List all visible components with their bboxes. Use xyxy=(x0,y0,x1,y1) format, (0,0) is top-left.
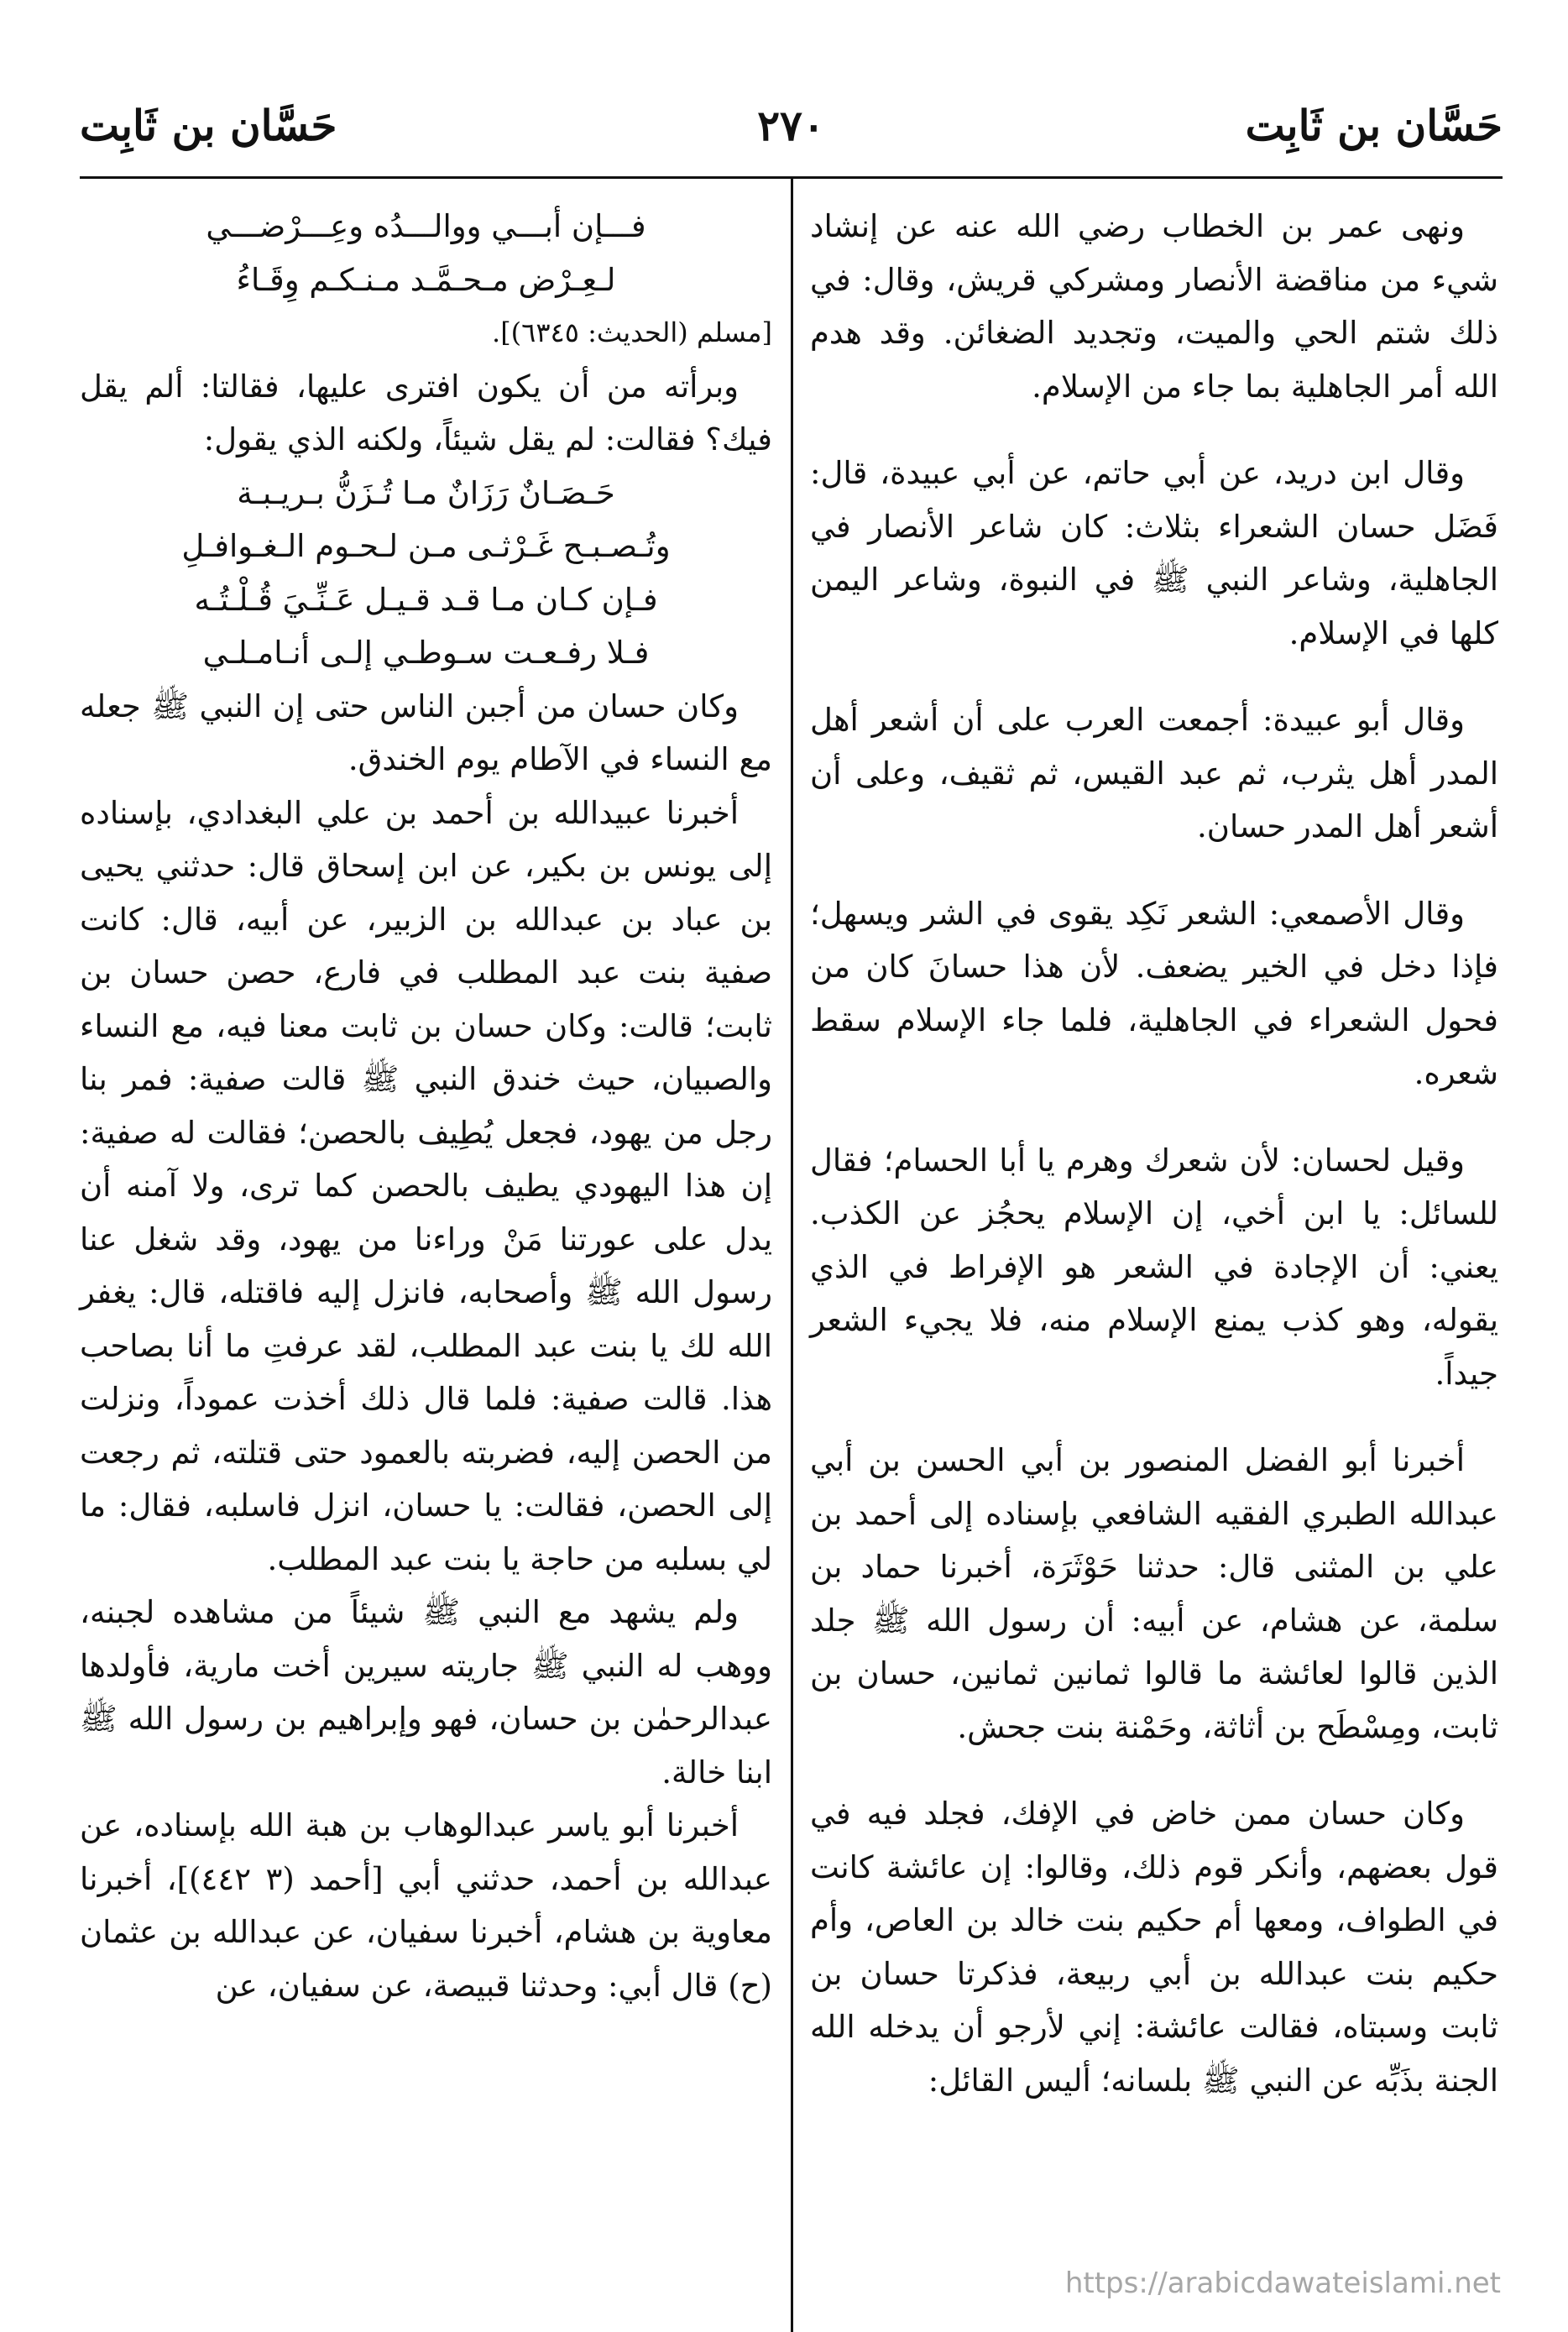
page-header xyxy=(80,101,1503,176)
verse-line: فـلا رفـعـت سـوطـي إلـى أنـامـلـي xyxy=(202,635,650,671)
paragraph: أخبرنا أبو الفضل المنصور بن أبي الحسن بن أبي عبدالله الطبري الفقيه الشافعي بإسناده إلى أحمد بن علي بن المثنى قال: حدثنا حَوْثَرَة، أخبرنا حماد بن سلمة، عن هشام، عن أبيه: أن رسول الله ﷺ جلد الذين قالوا لعائشة ما قالوا ثمانين ثمانين، حسان بن ثابت، ومِسْطَح بن أثاثة، وحَمْنة بنت جحش. xyxy=(810,1442,1498,1745)
paragraph: أخبرنا عبيدالله بن أحمد بن علي البغدادي، بإسناده إلى يونس بن بكير، عن ابن إسحاق قال: حدثني يحيى بن عباد بن عبدالله بن الزبير، عن أبيه، قال: كانت صفية بنت عبد المطلب في فارع، حصن حسان بن ثابت؛ قالت: وكان حسان بن ثابت معنا فيه، مع النساء والصبيان، حيث خندق النبي ﷺ قالت صفية: فمر بنا رجل من يهود، فجعل يُطِيف بالحصن؛ فقالت له صفية: إن هذا اليهودي يطيف بالحصن كما ترى، ولا آمنه أن يدل على عورتنا مَنْ وراءنا من يهود، وقد شغل عنا رسول الله ﷺ وأصحابه، فانزل إليه فاقتله، قال: يغفر الله لك يا بنت عبد المطلب، لقد عرفتِ ما أنا بصاحب هذا. قالت صفية: فلما قال ذلك أخذت عموداً، ونزلت من الحصن إليه، فضربته بالعمود حتى قتلته، ثم رجعت إلى الحصن، فقالت: يا حسان، انزل فاسلبه، فقال: ما لي بسلبه من حاجة يا بنت عبد المطلب. xyxy=(80,794,773,1577)
paragraph: وبرأته من أن يكون افترى عليها، فقالتا: ألم يقل فيك؟ فقالت: لم يقل شيئاً، ولكنه الذي يقول: xyxy=(80,368,772,458)
paragraph: وقال أبو عبيدة: أجمعت العرب على أن أشعر أهل المدر أهل يثرب، ثم عبد القيس، ثم ثقيف، وعلى أن أشعر أهل المدر حسان. xyxy=(810,702,1498,844)
paragraph: وكان حسان من أجبن الناس حتى إن النبي ﷺ جعله مع النساء في الآطام يوم الخندق. xyxy=(80,688,772,777)
paragraph: ولم يشهد مع النبي ﷺ شيئاً من مشاهده لجبنه، ووهب له النبي ﷺ جاريته سيرين أخت مارية، فأولدها عبدالرحمٰن بن حسان، فهو وإبراهيم بن رسول الله ﷺ ابنا خالة. xyxy=(80,1594,772,1791)
verse-line: حَـصَـانٌ رَزَانٌ مـا تُـزَنُّ بـريـبـة xyxy=(237,474,615,511)
watermark-url: https://arabicdawateislami.net xyxy=(1064,2267,1501,2300)
citation: [مسلم (الحديث: ٦٣٤٥)]. xyxy=(492,316,772,348)
paragraph: ونهى عمر بن الخطاب رضي الله عنه عن إنشاد شيء من مناقضة الأنصار ومشركي قريش، وقال: في ذلك شتم الحي والميت، وتجديد الضغائن. وقد هدم الله أمر الجاهلية بما جاء من الإسلام. xyxy=(810,208,1498,405)
paragraph: وكان حسان ممن خاض في الإفك، فجلد فيه في قول بعضهم، وأنكر قوم ذلك، وقالوا: إن عائشة كانت في الطواف، ومعها أم حكيم بنت خالد بن العاص، وأم حكيم بنت عبدالله بن أبي ربيعة، فذكرتا حسان بن ثابت وسبتاه، فقالت عائشة: إني لأرجو أن يدخله الله الجنة بذَبِّه عن النبي ﷺ بلسانه؛ أليس القائل: xyxy=(810,1796,1498,2099)
right-column xyxy=(810,200,1498,2107)
paragraph: وقيل لحسان: لأن شعرك وهرم يا أبا الحسام؛ فقال للسائل: يا ابن أخي، إن الإسلام يحجُز عن الكذب. يعني: أن الإجادة في الشعر هو الإفراط في الذي يقوله، وهو كذب يمنع الإسلام منه، فلا يجيء الشعر جيداً. xyxy=(810,1142,1498,1392)
verse-line: فـــإن أبـــي ووالـــدُه وعِـــرْضـــي xyxy=(206,208,646,244)
verse-line: فـإن كـان مـا قـد قـيـل عَـنِّـيَ قُـلْـتُـه xyxy=(194,581,658,618)
paragraph: وقال ابن دريد، عن أبي حاتم، عن أبي عبيدة، قال: فَضَل حسان الشعراء بثلاث: كان شاعر الأنصار في الجاهلية، وشاعر النبي ﷺ في النبوة، وشاعر اليمن كلها في الإسلام. xyxy=(810,455,1498,651)
paragraph: وقال الأصمعي: الشعر نَكِد يقوى في الشر ويسهل؛ فإذا دخل في الخير يضعف. لأن هذا حسانَ كان من فحول الشعراء في الجاهلية، فلما جاء الإسلام سقط شعره. xyxy=(810,895,1498,1091)
verse-line: وتُـصـبـح غَـرْثـى مـن لـحـوم الـغـوافـلِ xyxy=(181,528,671,564)
page-number: ٢٧٠ xyxy=(757,101,825,150)
running-title-right: حَسَّان بن ثَابِت xyxy=(1245,101,1503,150)
left-column xyxy=(80,200,772,2012)
verse-line: لـعِـرْض مـحـمَّـد مـنـكـم وِقَـاءُ xyxy=(236,261,616,298)
running-title-left: حَسَّان بن ثَابِت xyxy=(80,101,337,150)
column-divider xyxy=(791,179,793,2332)
paragraph: أخبرنا أبو ياسر عبدالوهاب بن هبة الله بإسناده، عن عبدالله بن أحمد، حدثني أبي [أحمد (٣ ٤٤٢)]، أخبرنا معاوية بن هشام، أخبرنا سفيان، عن عبدالله بن عثمان (ح) قال أبي: وحدثنا قبيصة، عن سفيان، عن xyxy=(80,1807,772,2004)
